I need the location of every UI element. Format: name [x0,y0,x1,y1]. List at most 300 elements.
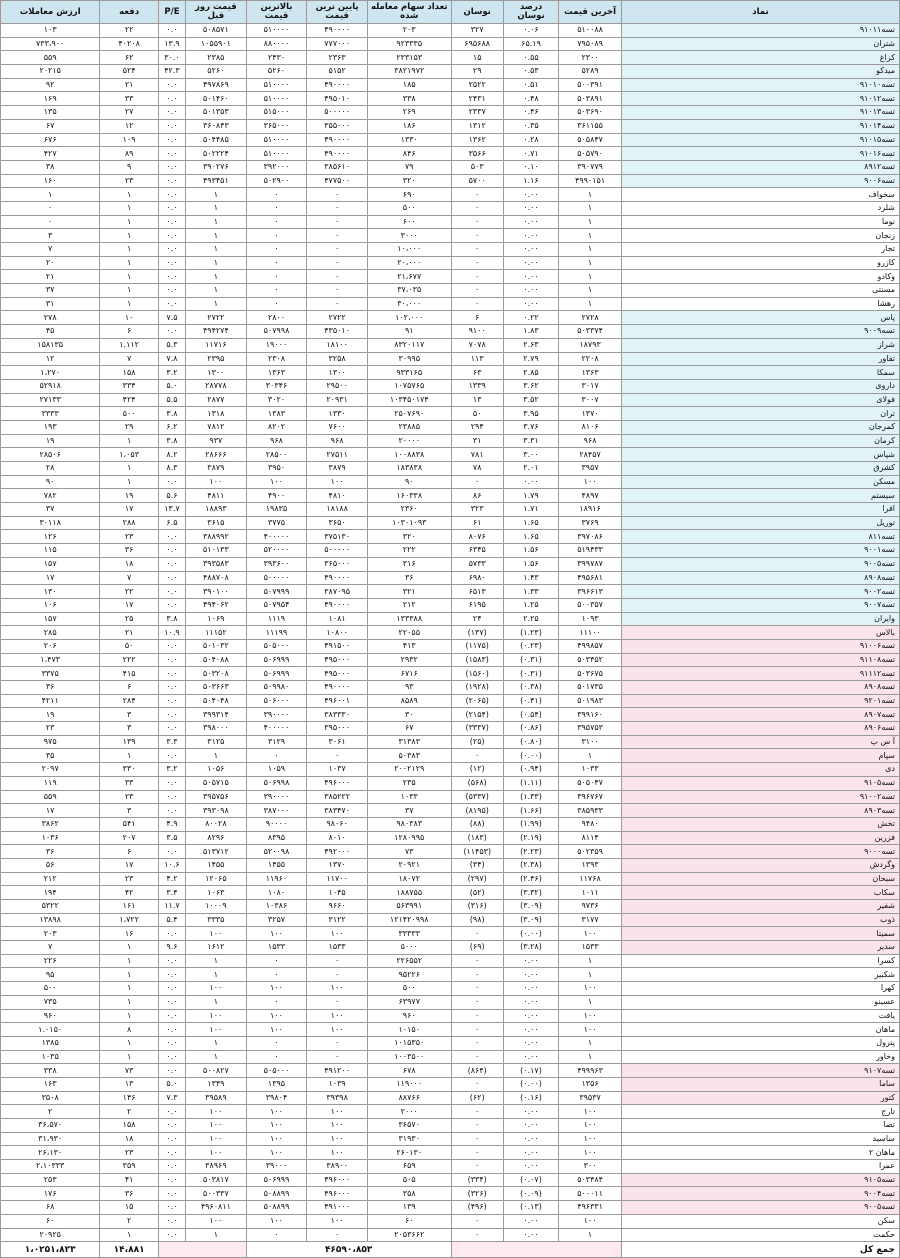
change-percent-cell: (۲.۲۳) [503,845,558,859]
pe-cell: ۰.۰ [158,215,185,229]
change-percent-cell: ۰.۰۰ [503,1023,558,1037]
symbol-cell: سخواف [621,188,899,202]
pe-cell: ۰.۰ [158,995,185,1009]
prev-close-cell: ۱ [186,749,247,763]
low-cell: ۳۲۵۸ [307,352,368,366]
value-cell: ۹۶۰ [1,1009,100,1023]
high-cell: ۱۰۰ [246,475,307,489]
trades-cell: ۱۹ [100,489,159,503]
pe-cell: ۰.۰ [158,804,185,818]
shares-traded-cell: ۱۶۰۳۳۸ [367,489,451,503]
change-percent-cell: ۳.۹۵ [503,407,558,421]
change-cell: ۷۰۷۸ [451,338,503,352]
symbol-cell: کرمان [621,434,899,448]
shares-traded-cell: ۶۷۸ [367,1064,451,1078]
change-cell: ۰ [451,968,503,982]
last-price-cell: ۲۲۰۸ [559,352,622,366]
change-percent-cell: (۳.۰۹) [503,900,558,914]
last-price-cell: ۲۳۰۰ [559,51,622,65]
shares-traded-cell: ۳۵۸ [367,1187,451,1201]
high-cell: ۰ [246,284,307,298]
shares-traded-cell: ۲۵۰۷۶۹۰ [367,407,451,421]
table-row [1,639,900,653]
last-price-cell: ۵۰۰۳۹۱ [559,78,622,92]
pe-cell: ۰.۰ [158,1214,185,1228]
symbol-cell: کسرا [621,954,899,968]
table-row [1,1009,900,1023]
table-row [1,229,900,243]
value-cell: ۱۰۳ [1,24,100,38]
change-cell: ۵۰۳ [451,160,503,174]
header-row [1,1,900,24]
last-price-cell: ۵۱۹۴۳۳ [559,544,622,558]
change-cell: ۰ [451,201,503,215]
value-cell: ۳۶ [1,845,100,859]
prev-close-cell: ۳۹۸۰۰۰ [186,722,247,736]
symbol-cell: سبحان [621,872,899,886]
trades-cell: ۱،۷۲۲ [100,913,159,927]
last-price-cell: ۷۹۵۰۸۹ [559,37,622,51]
shares-traded-cell: ۵۰۰۰ [367,941,451,955]
pe-cell: ۰.۰ [158,1036,185,1050]
shares-traded-cell: ۳۳۸ [367,92,451,106]
trades-cell: ۱۷ [100,598,159,612]
low-cell: ۱۰۸۱ [307,612,368,626]
trades-cell: ۲۳ [100,174,159,188]
shares-traded-cell: ۲۰۹۲۱ [367,858,451,872]
value-cell: ۱.۰۱۵۰ [1,1023,100,1037]
trades-cell: ۱۰ [100,311,159,325]
shares-traded-cell: ۱۰۱۵۰ [367,1023,451,1037]
change-percent-cell: (۰.۰۰) [503,927,558,941]
last-price-cell: ۳۸۵۹۳۳ [559,804,622,818]
table-row [1,626,900,640]
trades-cell: ۲۸۴ [100,694,159,708]
value-cell: ۳۱ [1,297,100,311]
prev-close-cell: ۱۶۱۲ [186,941,247,955]
trades-cell: ۳۳ [100,776,159,790]
change-percent-cell: ۲.۰۱ [503,462,558,476]
table-row [1,475,900,489]
shares-traded-cell: ۱۸۸۷۵۵ [367,886,451,900]
value-cell: ۱۶۰ [1,174,100,188]
high-cell: ۱۹۰۰۰ [246,338,307,352]
value-cell: ۴۲۷ [1,147,100,161]
low-cell: ۱۰۴۵ [307,886,368,900]
low-cell: ۸۰۱۰ [307,831,368,845]
change-cell: (۱۱۷۵) [451,639,503,653]
change-percent-cell: (۳.۰۹) [503,913,558,927]
col-pe: P/E [158,1,185,24]
change-percent-cell: ۱.۴۳ [503,571,558,585]
pe-cell: ۴.۹ [158,817,185,831]
pe-cell: ۰.۰ [158,667,185,681]
shares-traded-cell: ۱۰،۰۰۰ [367,243,451,257]
low-cell: ۱۸۱۸۸ [307,503,368,517]
prev-close-cell: ۳۶۰۸۴۳ [186,119,247,133]
last-price-cell: ۱ [559,1050,622,1064]
high-cell: ۰ [246,749,307,763]
change-percent-cell: ۰.۵۵ [503,51,558,65]
value-cell: ۹۰ [1,475,100,489]
prev-close-cell: ۱ [186,954,247,968]
prev-close-cell: ۱ [186,1228,247,1242]
low-cell: ۴۹۰۰۰۰ [307,681,368,695]
pe-cell: ۰.۰ [158,653,185,667]
high-cell: ۳۹۲۰۰۰ [246,160,307,174]
trades-cell: ۱ [100,297,159,311]
low-cell: ۱۰۳۹ [307,1077,368,1091]
high-cell: ۱۳۶۳ [246,366,307,380]
prev-close-cell: ۴۹۳۴۵۱ [186,174,247,188]
change-cell: (۳۱۶) [451,900,503,914]
change-cell: (۱۱۴۵۳) [451,845,503,859]
prev-close-cell: ۱ [186,215,247,229]
table-row [1,681,900,695]
change-cell: ۱۵ [451,51,503,65]
total-gap-2 [158,1242,246,1258]
table-row [1,708,900,722]
table-row [1,24,900,38]
pe-cell: ۸.۲ [158,448,185,462]
low-cell: ۴۹۶۰۰۰ [307,1173,368,1187]
shares-traded-cell: ۶۹۰ [367,188,451,202]
pe-cell: ۱۰.۹ [158,626,185,640]
low-cell: ۴۹۰۰۰۰ [307,133,368,147]
value-cell: ۵۳۲۲ [1,900,100,914]
pe-cell: ۰.۰ [158,1064,185,1078]
low-cell: ۱۰۰ [307,1009,368,1023]
value-cell: ۱۱۵ [1,544,100,558]
pe-cell: ۰.۰ [158,749,185,763]
symbol-cell: ماهان [621,1023,899,1037]
last-price-cell: ۱۰۱۱ [559,886,622,900]
high-cell: ۵۰۶۹۹۹ [246,1173,307,1187]
change-cell: (۳۲۶) [451,1187,503,1201]
change-cell: (۱۵۸۳) [451,653,503,667]
change-percent-cell: ۰.۰۰ [503,995,558,1009]
table-row [1,667,900,681]
value-cell: ۷۳۳،۹۰۰ [1,37,100,51]
last-price-cell: ۸۱۱۴ [559,831,622,845]
high-cell: ۱۰۰ [246,1009,307,1023]
high-cell: ۸۸۰۰۰۰ [246,37,307,51]
low-cell: ۰ [307,749,368,763]
shares-traded-cell: ۱۸۰۷۲ [367,872,451,886]
col-change: نوسان [451,1,503,24]
shares-traded-cell: ۳۰ [367,708,451,722]
change-cell: ۰ [451,982,503,996]
prev-close-cell: ۵۲۶۰ [186,65,247,79]
high-cell: ۸۳۹۵ [246,831,307,845]
shares-traded-cell: ۲۹۳۲ [367,653,451,667]
trades-cell: ۱ [100,968,159,982]
last-price-cell: ۴۹۹۹۶۳ [559,1064,622,1078]
value-cell: ۲۰۶ [1,639,100,653]
high-cell: ۵۲۶۰ [246,65,307,79]
low-cell: ۴۹۰۰۰۰ [307,598,368,612]
value-cell: ۱۶۹ [1,92,100,106]
last-price-cell: ۵۰۳۸۹۱ [559,92,622,106]
symbol-cell: افرا [621,503,899,517]
change-percent-cell: ۰.۰۰ [503,201,558,215]
change-percent-cell: (۳.۲۸) [503,941,558,955]
table-row [1,941,900,955]
change-cell: (۶۹) [451,941,503,955]
change-cell: ۱۳۳۹ [451,379,503,393]
pe-cell: ۰.۰ [158,585,185,599]
high-cell: ۱۰۰ [246,1105,307,1119]
prev-close-cell: ۱۰۰ [186,475,247,489]
last-price-cell: ۱ [559,1228,622,1242]
shares-traded-cell: ۲۳۵ [367,776,451,790]
shares-traded-cell: ۸۵۸۹ [367,694,451,708]
change-percent-cell: ۱.۵۶ [503,557,558,571]
shares-traded-cell: ۵۶۳۹۹۱ [367,900,451,914]
pe-cell: ۸.۳ [158,462,185,476]
change-cell: ۰ [451,1009,503,1023]
value-cell: ۲۳ [1,722,100,736]
change-cell: ۰ [451,284,503,298]
trades-cell: ۱ [100,1050,159,1064]
pe-cell: ۰.۰ [158,24,185,38]
high-cell: ۳۹۰۰۰۰ [246,790,307,804]
change-percent-cell: ۰.۰۰ [503,1146,558,1160]
shares-traded-cell: ۶۷۱۶ [367,667,451,681]
table-row [1,653,900,667]
trades-cell: ۵۴۱ [100,817,159,831]
value-cell: ۳۳۷۵ [1,667,100,681]
table-row [1,886,900,900]
low-cell: ۷۷۷۰۰۰ [307,37,368,51]
low-cell: ۱۰۰ [307,1105,368,1119]
value-cell: ۱۹۳ [1,420,100,434]
pe-cell: ۰.۰ [158,297,185,311]
prev-close-cell: ۱۰۰ [186,1146,247,1160]
change-cell: ۶۱ [451,516,503,530]
shares-traded-cell: ۴۱۳ [367,639,451,653]
table-row [1,407,900,421]
low-cell: ۱۰۰ [307,1214,368,1228]
trades-cell: ۱۵ [100,1201,159,1215]
value-cell: ۹۵ [1,968,100,982]
value-cell: ۱۳۸۵ [1,1036,100,1050]
table-row [1,858,900,872]
prev-close-cell: ۱ [186,1036,247,1050]
change-percent-cell: ۳.۳۱ [503,434,558,448]
trades-cell: ۳ [100,722,159,736]
symbol-cell: تسه۹۱۱۰۸ [621,653,899,667]
change-cell: ۶ [451,311,503,325]
symbol-cell: تسه۹۰۰۴ [621,1187,899,1201]
low-cell: ۱۳۰۰ [307,366,368,380]
prev-close-cell: ۳۳۳۵ [186,913,247,927]
table-row [1,995,900,1009]
shares-traded-cell: ۵۰۰ [367,201,451,215]
prev-close-cell: ۵۰۸۵۷۱ [186,24,247,38]
col-prev-close: قیمت روز قبل [186,1,247,24]
low-cell: ۱۸۱۰۰ [307,338,368,352]
low-cell: ۴۹۰۰۰۰ [307,78,368,92]
last-price-cell: ۱۰۰ [559,982,622,996]
change-cell: (۶۲) [451,1091,503,1105]
pe-cell: ۵.۰ [158,379,185,393]
trades-cell: ۱ [100,1009,159,1023]
shares-traded-cell: ۸۸۷۶۶ [367,1091,451,1105]
shares-traded-cell: ۲۰۳ [367,24,451,38]
prev-close-cell: ۷۸۱۲ [186,420,247,434]
low-cell: ۲۷۵۱۱ [307,448,368,462]
low-cell: ۲۰۹۳۱ [307,393,368,407]
pe-cell: ۰.۰ [158,1187,185,1201]
last-price-cell: ۵۰۳۴۸۴ [559,1173,622,1187]
change-cell: ۲۹ [451,65,503,79]
change-cell: (۲۹۷) [451,872,503,886]
value-cell: ۳۶،۵۷۰ [1,1119,100,1133]
change-percent-cell: ۰.۰۰ [503,229,558,243]
prev-close-cell: ۵۰۰۸۲۷ [186,1064,247,1078]
table-row [1,215,900,229]
value-cell: ۲۰۹۲۵ [1,1228,100,1242]
prev-close-cell: ۳۸۹۶۹ [186,1160,247,1174]
value-cell: ۱۰۳۶ [1,831,100,845]
change-cell: ۲۴۳۱ [451,92,503,106]
last-price-cell: ۱ [559,297,622,311]
shares-traded-cell: ۲۰۵۳۶۶۲ [367,1228,451,1242]
low-cell: ۵۰۰۰۰۰ [307,106,368,120]
table-row [1,51,900,65]
trades-cell: ۱ [100,995,159,1009]
total-gap-1 [451,1242,621,1258]
change-cell: ۰ [451,1036,503,1050]
pe-cell: ۰.۰ [158,1146,185,1160]
high-cell: ۵۱۵۰۰۰ [246,106,307,120]
high-cell: ۱۰۰ [246,1146,307,1160]
symbol-cell: کمرجان [621,420,899,434]
trades-cell: ۱۵۸ [100,1119,159,1133]
last-price-cell: ۳۱۷۷ [559,913,622,927]
pe-cell: ۷.۵ [158,311,185,325]
total-row [1,1242,900,1258]
high-cell: ۹۰۰۰۰ [246,817,307,831]
change-percent-cell: ۳.۶۲ [503,379,558,393]
symbol-cell: سیستم [621,489,899,503]
pe-cell: ۰.۰ [158,530,185,544]
change-cell: (۸۸) [451,817,503,831]
prev-close-cell: ۴۹۶۰۸۱۱ [186,1201,247,1215]
high-cell: ۱۰۰ [246,927,307,941]
change-percent-cell: ۱.۲۵ [503,598,558,612]
prev-close-cell: ۱ [186,229,247,243]
change-percent-cell: (۰.۳۱) [503,653,558,667]
high-cell: ۰ [246,1036,307,1050]
change-percent-cell: ۱.۵۶ [503,544,558,558]
change-percent-cell: ۰.۰۰ [503,1105,558,1119]
change-percent-cell: ۰.۰۰ [503,954,558,968]
symbol-cell: سمکا [621,366,899,380]
value-cell: ۷ [1,941,100,955]
shares-traded-cell: ۳۲۰ [367,530,451,544]
trades-cell: ۲۲۲ [100,653,159,667]
change-percent-cell: (۰.۱۶) [503,1091,558,1105]
shares-traded-cell: ۶۳۹۷۷ [367,995,451,1009]
trades-cell: ۲۱ [100,626,159,640]
symbol-cell: نوما [621,215,899,229]
symbol-cell: تسه۹۱۰۰۲ [621,790,899,804]
symbol-cell: شلرد [621,201,899,215]
symbol-cell: تسه۹۱۰۱۵ [621,133,899,147]
col-last-price: آخرین قیمت [559,1,622,24]
low-cell: ۰ [307,215,368,229]
shares-traded-cell: ۳۲۰ [367,174,451,188]
change-cell: ۰ [451,1228,503,1242]
pe-cell: ۰.۰ [158,571,185,585]
shares-traded-cell: ۳۷ [367,804,451,818]
low-cell: ۳۹۵۰۰۰ [307,722,368,736]
symbol-cell: عمرا [621,1160,899,1174]
high-cell: ۵۲۰۰۹۸ [246,845,307,859]
low-cell: ۲۳۶۳ [307,51,368,65]
change-cell: ۰ [451,215,503,229]
change-percent-cell: ۱.۳۳ [503,585,558,599]
pe-cell: ۰.۰ [158,160,185,174]
last-price-cell: ۱ [559,229,622,243]
prev-close-cell: ۱ [186,297,247,311]
change-percent-cell: ۰.۷۱ [503,147,558,161]
prev-close-cell: ۱۳۰۰ [186,366,247,380]
shares-traded-cell: ۶۰۰ [367,215,451,229]
trades-cell: ۴۲ [100,886,159,900]
prev-close-cell: ۳۹۹۳۱۴ [186,708,247,722]
shares-traded-cell: ۳۰۹۹۵ [367,352,451,366]
value-cell: ۲۸۵۰۶ [1,448,100,462]
prev-close-cell: ۳۸۷۹ [186,462,247,476]
value-cell: ۱۵۷ [1,612,100,626]
last-price-cell: ۱۰۹۳ [559,612,622,626]
change-percent-cell: ۰.۱۰ [503,160,558,174]
high-cell: ۰ [246,201,307,215]
value-cell: ۷۸۲ [1,489,100,503]
prev-close-cell: ۵۰۱۳۵۳ [186,106,247,120]
low-cell: ۱۰۰ [307,1146,368,1160]
last-price-cell: ۵۰۰۳۵۷ [559,598,622,612]
symbol-cell: سکاب [621,886,899,900]
shares-traded-cell: ۶۰ [367,1214,451,1228]
high-cell: ۰ [246,1050,307,1064]
symbol-cell: تسه۹۰۰۰ [621,845,899,859]
value-cell: ۳۳۸ [1,1064,100,1078]
table-row [1,1105,900,1119]
pe-cell: ۰.۰ [158,270,185,284]
prev-close-cell: ۱ [186,968,247,982]
prev-close-cell: ۳۹۳۰۹۸ [186,804,247,818]
low-cell: ۱۰۳۷ [307,763,368,777]
high-cell: ۹۶۸ [246,434,307,448]
last-price-cell: ۳۷۶۹ [559,516,622,530]
high-cell: ۳۹۳۶۰۰ [246,557,307,571]
table-row [1,352,900,366]
shares-traded-cell: ۳۱۳۸۳ [367,735,451,749]
trades-cell: ۹ [100,160,159,174]
value-cell: ۴۵ [1,325,100,339]
change-cell: ۵۰ [451,407,503,421]
trades-cell: ۱ [100,982,159,996]
value-cell: ۱۷ [1,571,100,585]
value-cell: ۲۸۵ [1,626,100,640]
last-price-cell: ۱۸۷۹۳ [559,338,622,352]
value-cell: ۱۱۹ [1,776,100,790]
change-cell: ۲۵۲۲ [451,78,503,92]
